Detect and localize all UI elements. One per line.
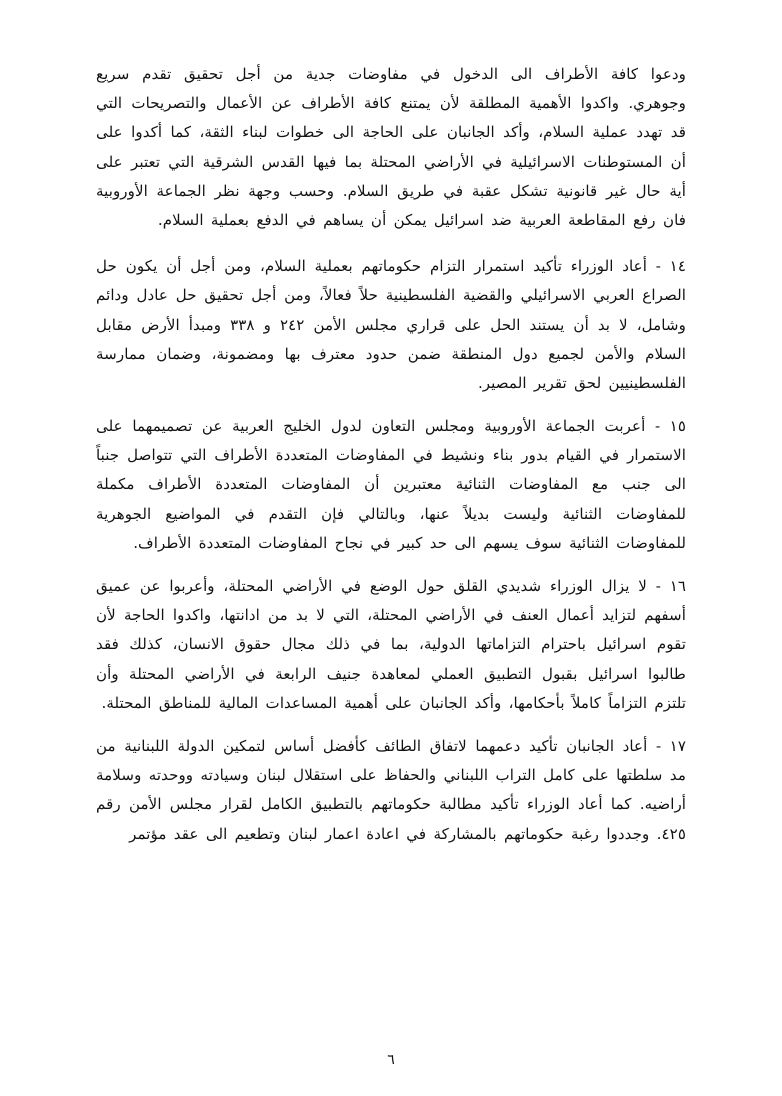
paragraph-17 <box>96 732 686 849</box>
paragraph-text: أعربت الجماعة الأوروبية ومجلس التعاون لدول الخليج العربية عن تصميمهما على الاستمرار في القيام بدور بناء ونشيط في المفاوضات المتعددة الأطراف التي تتواصل جنباً الى جنب مع المفاوضات الثنائية معتبرين أن المفاوضات المتعددة الأطراف مكملة للمفاوضات الثنائية وليست بديلاً عنها، وبالتالي فإن التقدم في المواضيع الجوهرية للمفاوضات الثنائية سوف يسهم الى حد كبير في نجاح المفاوضات المتعددة الأطراف. <box>96 417 686 552</box>
paragraph-number: ١٧ - <box>655 736 686 755</box>
paragraph-number: ١٥ - <box>654 417 686 436</box>
paragraph-text: أعاد الوزراء تأكيد استمرار التزام حكوماتهم بعملية السلام، ومن أجل أن يكون حل الصراع العربي الاسرائيلي والقضية الفلسطينية حلاً فعالاً، ومن أجل تحقيق حل عادل ودائم وشامل، لا بد أن يستند الحل على قراري مجلس الأمن ٢٤٢ و ٣٣٨ ومبدأ الأرض مقابل السلام والأمن لجميع دول المنطقة ضمن حدود معترف بها ومضمونة، وضمان ممارسة الفلسطينيين لحق تقرير المصير. <box>96 257 686 392</box>
paragraph-text: أعاد الجانبان تأكيد دعمهما لاتفاق الطائف كأفضل أساس لتمكين الدولة اللبنانية من مد سلطتها على كامل التراب اللبناني والحفاظ على استقلال لبنان وسيادته ووحدته وسلامة أراضيه. كما أعاد الوزراء تأكيد مطالبة حكوماتهم بالتطبيق الكامل لقرار مجلس الأمن رقم ٤٢٥. وجددوا رغبة حكوماتهم بالمشاركة في اعادة اعمار لبنان وتطعيم الى عقد مؤتمر <box>96 736 686 843</box>
paragraph-text: ودعوا كافة الأطراف الى الدخول في مفاوضات جدية من أجل تحقيق تقدم سريع وجوهري. واكدوا الأهمية المطلقة لأن يمتنع كافة الأطراف عن الأعمال والتصريحات التي قد تهدد عملية السلام، وأكد الجانبان على الحاجة الى خطوات لبناء الثقة، كما أكدوا على أن المستوطنات الاسرائيلية في الأراضي المحتلة بما فيها القدس الشرقية التي تعتبر على أية حال غير قانونية تشكل عقبة في طريق السلام. وحسب وجهة نظر الجماعة الأوروبية فان رفع المقاطعة العربية ضد اسرائيل يمكن أن يساهم في الدفع بعملية السلام. <box>96 65 686 229</box>
paragraph-16 <box>96 572 686 718</box>
paragraph-text: لا يزال الوزراء شديدي القلق حول الوضع في الأراضي المحتلة، وأعربوا عن عميق أسفهم لتزايد أعمال العنف في الأراضي المحتلة، التي لا بد من ادانتها، واكدوا الحاجة لأن تقوم اسرائيل باحترام التزاماتها الدولية، بما في ذلك مجال حقوق الانسان، كذلك فقد طالبوا اسرائيل بقبول التطبيق العملي لمعاهدة جنيف الرابعة في الأراضي المحتلة وأن تلتزم التزاماً كاملاً بأحكامها، وأكد الجانبان على أهمية المساعدات المالية للمناطق المحتلة. <box>96 577 686 712</box>
paragraph-number: ١٤ - <box>655 257 686 276</box>
page-content <box>96 60 686 863</box>
paragraph-number: ١٦ - <box>655 577 687 595</box>
page-number: ٦ <box>387 1052 395 1068</box>
paragraph-14 <box>96 252 686 398</box>
paragraph-15 <box>96 412 686 558</box>
paragraph-intro <box>96 60 686 235</box>
